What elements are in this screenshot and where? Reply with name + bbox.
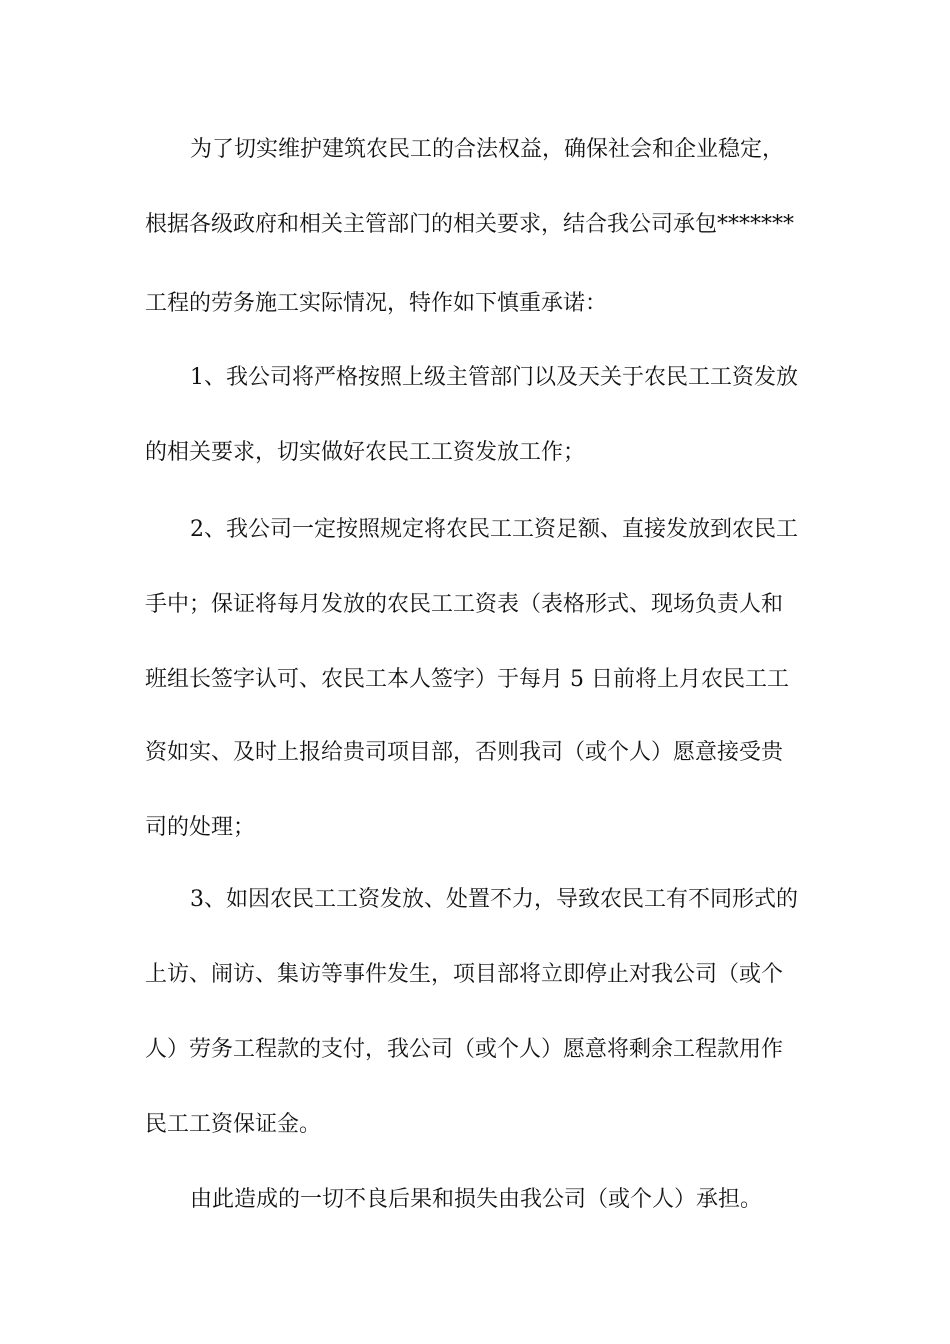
closing-statement: 由此造成的一切不良后果和损失由我公司（或个人）承担。 [190,1187,763,1212]
item-1-line-1: 1、我公司将严格按照上级主管部门以及天关于农民工工资发放 [190,365,798,390]
item-2-line-5: 司的处理； [145,815,256,840]
item-2-line-3: 班组长签字认可、农民工本人签字）于每月 5 日前将上月农民工工 [145,667,789,692]
item-3-line-1: 3、如因农民工工资发放、处置不力，导致农民工有不同形式的 [190,887,798,912]
item-1-line-2: 的相关要求，切实做好农民工工资发放工作； [145,440,586,465]
item-2-line-4: 资如实、及时上报给贵司项目部，否则我司（或个人）愿意接受贵 [145,740,784,765]
paragraph-intro-line-1: 为了切实维护建筑农民工的合法权益，确保社会和企业稳定， [190,137,785,162]
item-3-line-3: 人）劳务工程款的支付，我公司（或个人）愿意将剩余工程款用作 [145,1037,784,1062]
item-3-line-4: 民工工资保证金。 [145,1112,322,1137]
item-2-line-1: 2、我公司一定按照规定将农民工工资足额、直接发放到农民工 [190,517,798,542]
item-2-line-2: 手中；保证将每月发放的农民工工资表（表格形式、现场负责人和 [145,592,784,617]
paragraph-intro-line-2: 根据各级政府和相关主管部门的相关要求，结合我公司承包******* [145,212,795,237]
item-3-line-2: 上访、闹访、集访等事件发生，项目部将立即停止对我公司（或个 [145,962,784,987]
paragraph-intro-line-3: 工程的劳务施工实际情况，特作如下慎重承诺： [145,291,608,316]
